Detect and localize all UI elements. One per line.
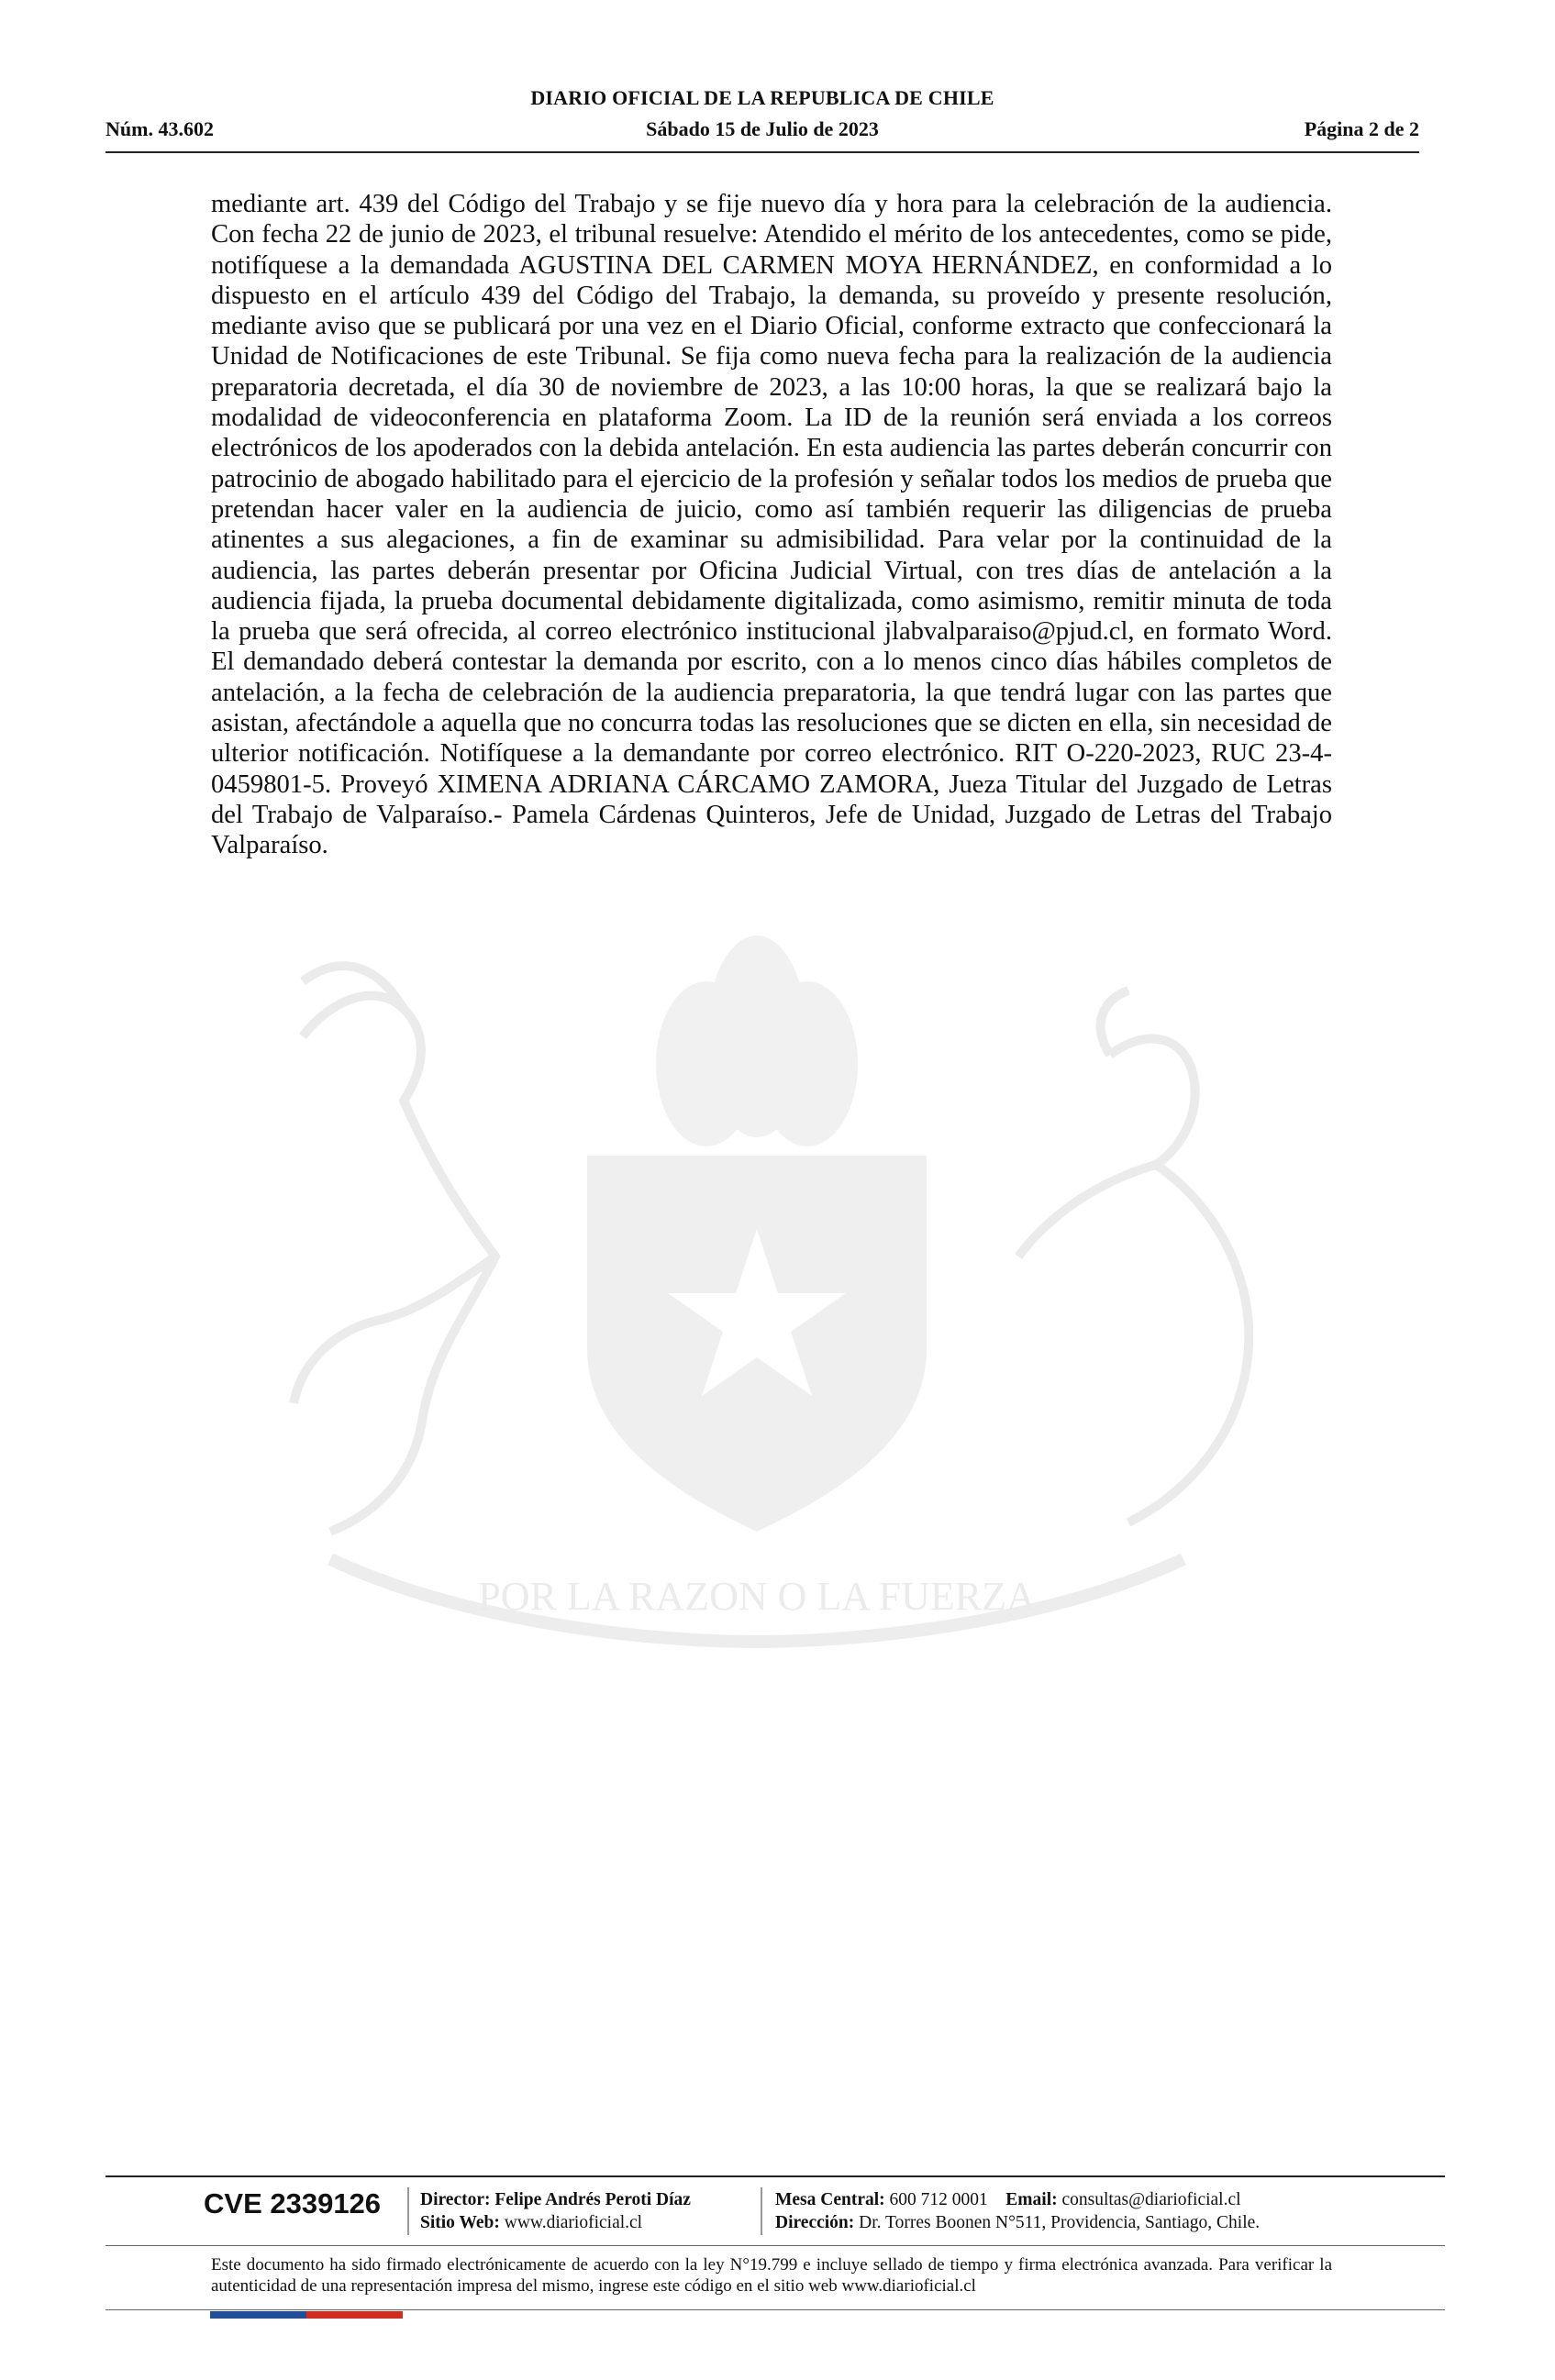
footer-separator	[407, 2187, 409, 2235]
coat-of-arms-motto: POR LA RAZON O LA FUERZA	[478, 1574, 1036, 1619]
flag-color-bar	[210, 2311, 403, 2319]
phone-label: Mesa Central:	[775, 2190, 885, 2209]
address-value: Dr. Torres Boonen N°511, Providencia, Santiago, Chile.	[859, 2213, 1261, 2232]
footer-separator	[761, 2187, 762, 2235]
address-label: Dirección:	[775, 2213, 855, 2232]
coat-of-arms-watermark	[193, 926, 1321, 1651]
director-label: Director:	[420, 2190, 491, 2209]
phone-number: 600 712 0001	[889, 2190, 988, 2209]
notice-body: mediante art. 439 del Código del Trabajo y se fije nuevo día y hora para la celebración de la audiencia. Con fecha 22 de junio de 2023, el tribunal resuelve: Atendido el mérito de los antecedentes, como se pide, notifíquese a la demandada AGUSTINA DEL CARMEN MOYA HERNÁNDEZ, en conformidad a lo dispuesto en el artículo 439 del Código del Trabajo, la demanda, su proveído y presente resolución, mediante aviso que se publicará por una vez en el Diario Oficial, conforme extracto que confeccionará la Unidad de Notificaciones de este Tribunal. Se fija como nueva fecha para la realización de la audiencia preparatoria decretada, el día 30 de noviembre de 2023, a las 10:00 horas, la que se realizará bajo la modalidad de videoconferencia en plataforma Zoom. La ID de la reunión será enviada a los correos electrónicos de los apoderados con la debida antelación. En esta audiencia las partes deberán concurrir con patrocinio de abogado habilitado para el ejercicio de la profesión y señalar todos los medios de prueba que pretendan hacer valer en la audiencia de juicio, como así también requerir las diligencias de prueba atinentes a sus alegaciones, a fin de examinar su admisibilidad. Para velar por la continuidad de la audiencia, las partes deberán presentar por Oficina Judicial Virtual, con tres días de antelación a la audiencia fijada, la prueba documental debidamente digitalizada, como asimismo, remitir minuta de toda la prueba que será ofrecida, al correo electrónico institucional jlabvalparaiso@pjud.cl, en formato Word. El demandado deberá contestar la demanda por escrito, con a lo menos cinco días hábiles completos de antelación, a la fecha de celebración de la audiencia preparatoria, la que tendrá lugar con las partes que asistan, afectándole a aquella que no concurra todas las resoluciones que se dicten en ella, sin necesidad de ulterior notificación. Notifíquese a la demandante por correo electrónico. RIT O-220-2023, RUC 23-4-0459801-5. Proveyó XIMENA ADRIANA CÁRCAMO ZAMORA, Jueza Titular del Juzgado de Letras del Trabajo de Valparaíso.- Pamela Cárdenas Quinteros, Jefe de Unidad, Juzgado de Letras del Trabajo Valparaíso.	[211, 190, 1332, 860]
page-header	[106, 86, 1419, 150]
flag-blue-segment	[210, 2311, 306, 2319]
issue-date: Sábado 15 de Julio de 2023	[646, 117, 879, 140]
flag-red-segment	[306, 2311, 403, 2319]
email-link[interactable]: consultas@diarioficial.cl	[1061, 2190, 1241, 2209]
footer-contact-block	[775, 2188, 1260, 2234]
page-number: Página 2 de 2	[1304, 117, 1419, 140]
email-label: Email:	[1005, 2190, 1058, 2209]
issue-number: Núm. 43.602	[106, 117, 214, 140]
legal-notice: Este documento ha sido firmado electrónicamente de acuerdo con la ley N°19.799 e incluye sellado de tiempo y firma electrónica avanzada. Para verificar la autenticidad de una representación impresa del mismo, ingrese este código en el sitio web www.diarioficial.cl	[211, 2255, 1332, 2296]
publication-title: DIARIO OFICIAL DE LA REPUBLICA DE CHILE	[530, 86, 994, 109]
website-label: Sitio Web:	[420, 2213, 500, 2232]
footer-divider-top	[106, 2175, 1445, 2177]
footer-divider-middle	[106, 2245, 1445, 2246]
cve-code: CVE 2339126	[204, 2187, 382, 2219]
header-divider	[106, 151, 1419, 153]
director-name: Felipe Andrés Peroti Díaz	[494, 2190, 691, 2209]
footer-director-block	[420, 2188, 691, 2234]
website-link[interactable]: www.diarioficial.cl	[504, 2213, 643, 2232]
footer-divider-bottom	[106, 2309, 1445, 2310]
